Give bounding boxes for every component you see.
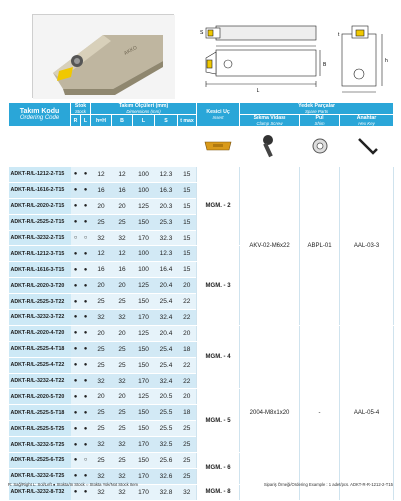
dim-tmax: 20	[178, 278, 197, 294]
dim-B-label: B	[323, 62, 327, 68]
stock-right: ●	[71, 278, 81, 294]
ordering-code: ADKT-R/L-2525-2-T15	[9, 214, 71, 230]
dim-S: 12.3	[155, 246, 178, 262]
dim-L: 125	[133, 278, 155, 294]
ordering-code: ADKT-R/L-3232-4-T22	[9, 373, 71, 389]
col-h: h=H	[91, 115, 112, 127]
stock-right: ●	[71, 405, 81, 421]
dim-h: 25	[91, 294, 112, 310]
stock-left: ●	[81, 214, 91, 230]
dim-B: 12	[112, 167, 133, 183]
dim-S: 25.4	[155, 357, 178, 373]
stock-right: ●	[71, 198, 81, 214]
stock-right: ●	[71, 453, 81, 469]
dim-L: 150	[133, 341, 155, 357]
dim-L: 100	[133, 246, 155, 262]
dim-S: 32.8	[155, 484, 178, 500]
stock-header: Stok Stock	[71, 103, 91, 115]
insert-icon	[197, 127, 240, 167]
dim-tmax: 15	[178, 246, 197, 262]
dim-S: 25.4	[155, 341, 178, 357]
stock-right: ●	[71, 182, 81, 198]
ordering-code: ADKT-R/L-3232-3-T22	[9, 310, 71, 326]
product-table	[8, 102, 393, 501]
dim-S: 32.4	[155, 310, 178, 326]
insert-header: Kesici Uç Insert	[197, 103, 240, 127]
ordering-code: ADKT-R/L-3232-2-T15	[9, 230, 71, 246]
dim-tmax: 22	[178, 357, 197, 373]
stock-right: ○	[71, 230, 81, 246]
dim-h: 20	[91, 198, 112, 214]
key-header: Anahtar Hex Key	[340, 115, 394, 127]
ordering-code: ADKT-R/L-2525-5-T25	[9, 421, 71, 437]
dim-h: 25	[91, 341, 112, 357]
ordering-code: ADKT-R/L-1212-2-T15	[9, 167, 71, 183]
dim-tmax: 15	[178, 167, 197, 183]
dim-tmax: 18	[178, 341, 197, 357]
stock-right: ●	[71, 468, 81, 484]
stock-left: ●	[81, 278, 91, 294]
insert-group: MGM. - 5	[197, 389, 240, 453]
dim-L-label: L	[256, 88, 260, 94]
dim-h: 20	[91, 325, 112, 341]
dims-header: Takım Ölçüleri (mm) Dimensions (mm)	[91, 103, 197, 115]
table-row	[9, 167, 394, 183]
dim-S: 25.4	[155, 294, 178, 310]
stock-right: ●	[71, 294, 81, 310]
legend-text: R: Sağ/Right L: Sol/Left ● Stokta/In Stock ○ Stokta Yok/Not Stock Item	[8, 482, 139, 487]
dim-tmax: 15	[178, 198, 197, 214]
dim-S-label: S	[200, 30, 204, 36]
dim-h: 20	[91, 278, 112, 294]
dim-tmax: 15	[178, 230, 197, 246]
dim-L: 170	[133, 437, 155, 453]
dim-S: 16.3	[155, 182, 178, 198]
dim-S: 32.6	[155, 468, 178, 484]
ordering-code: ADKT-R/L-3232-8-T32	[9, 484, 71, 500]
dim-S: 20.3	[155, 198, 178, 214]
dim-S: 32.3	[155, 230, 178, 246]
stock-left: ●	[81, 373, 91, 389]
dim-h: 32	[91, 484, 112, 500]
col-S: S	[155, 115, 178, 127]
dim-h: 32	[91, 373, 112, 389]
ordering-code: ADKT-R/L-2020-3-T20	[9, 278, 71, 294]
dim-B: 12	[112, 246, 133, 262]
stock-right: ●	[71, 325, 81, 341]
stock-left: ●	[81, 341, 91, 357]
dim-S: 16.4	[155, 262, 178, 278]
stock-right: ●	[71, 484, 81, 500]
code-header: Takım Kodu Ordering Code	[9, 103, 71, 127]
insert-group: MGM. - 2	[197, 167, 240, 246]
dim-B: 32	[112, 230, 133, 246]
clamp-header: Sıkma Vidası Clamp Screw	[240, 115, 300, 127]
stock-left: ●	[81, 262, 91, 278]
dim-tmax: 18	[178, 405, 197, 421]
ordering-code: ADKT-R/L-1616-2-T15	[9, 182, 71, 198]
dim-tmax: 22	[178, 294, 197, 310]
dim-h: 25	[91, 214, 112, 230]
clamp-part: 2004-M8x1x20	[240, 325, 300, 500]
ordering-code: ADKT-R/L-2525-3-T22	[9, 294, 71, 310]
stock-left: ●	[81, 468, 91, 484]
dim-tmax: 15	[178, 262, 197, 278]
hex-key-icon	[340, 127, 394, 167]
dim-B: 25	[112, 453, 133, 469]
dim-t-label: t	[338, 32, 340, 38]
dim-h: 25	[91, 405, 112, 421]
dim-L: 150	[133, 453, 155, 469]
stock-right: ●	[71, 389, 81, 405]
insert-group: MGM. - 4	[197, 325, 240, 389]
dim-L: 125	[133, 198, 155, 214]
dim-L: 170	[133, 468, 155, 484]
dim-tmax: 25	[178, 468, 197, 484]
stock-left: ●	[81, 437, 91, 453]
dim-h: 16	[91, 262, 112, 278]
insert-group: MGM. - 6	[197, 453, 240, 485]
dim-B: 32	[112, 484, 133, 500]
dim-S: 32.4	[155, 373, 178, 389]
stock-left: ●	[81, 294, 91, 310]
dim-B: 32	[112, 310, 133, 326]
product-photo	[32, 14, 174, 98]
col-B: B	[112, 115, 133, 127]
stock-left: ●	[81, 389, 91, 405]
dim-S: 32.5	[155, 437, 178, 453]
dim-B: 16	[112, 262, 133, 278]
stock-left: ●	[81, 484, 91, 500]
ordering-code: ADKT-R/L-2525-4-T18	[9, 341, 71, 357]
dim-B: 20	[112, 198, 133, 214]
ordering-code: ADKT-R/L-1616-3-T15	[9, 262, 71, 278]
dim-B: 25	[112, 341, 133, 357]
dim-h: 25	[91, 453, 112, 469]
stock-left: ●	[81, 167, 91, 183]
dim-L: 150	[133, 405, 155, 421]
dim-S: 20.5	[155, 389, 178, 405]
dim-L: 100	[133, 167, 155, 183]
stock-right: ●	[71, 262, 81, 278]
dim-h: 16	[91, 182, 112, 198]
stock-right: ●	[71, 373, 81, 389]
dim-h: 32	[91, 468, 112, 484]
svg-text:AKKO: AKKO	[123, 44, 139, 57]
dim-S: 20.4	[155, 325, 178, 341]
dim-tmax: 20	[178, 325, 197, 341]
dim-L: 125	[133, 389, 155, 405]
stock-left: ○	[81, 230, 91, 246]
dim-S: 25.3	[155, 214, 178, 230]
dim-tmax: 15	[178, 214, 197, 230]
dim-tmax: 22	[178, 310, 197, 326]
dim-h: 32	[91, 310, 112, 326]
ordering-code: ADKT-R/L-1212-3-T15	[9, 246, 71, 262]
stock-left: ●	[81, 421, 91, 437]
dim-B: 32	[112, 437, 133, 453]
dim-L: 170	[133, 373, 155, 389]
dim-L: 170	[133, 484, 155, 500]
key-part: AAL-05-4	[340, 325, 394, 500]
key-part: AAL-03-3	[340, 167, 394, 326]
col-R: R	[71, 115, 81, 127]
dim-B: 32	[112, 373, 133, 389]
stock-left: ●	[81, 182, 91, 198]
stock-right: ●	[71, 341, 81, 357]
dim-B: 25	[112, 214, 133, 230]
stock-right: ●	[71, 437, 81, 453]
spare-parts-header: Yedek Parçalar Spare Parts	[240, 103, 394, 115]
dim-h: 25	[91, 421, 112, 437]
dim-L: 150	[133, 294, 155, 310]
dim-S: 25.5	[155, 405, 178, 421]
stock-right: ●	[71, 246, 81, 262]
pin-header: Pul Shim	[300, 115, 340, 127]
dim-h: 32	[91, 230, 112, 246]
dim-S: 12.3	[155, 167, 178, 183]
dim-L: 150	[133, 421, 155, 437]
dim-S: 20.4	[155, 278, 178, 294]
dim-L: 100	[133, 182, 155, 198]
stock-right: ●	[71, 214, 81, 230]
ordering-code: ADKT-R/L-2525-4-T22	[9, 357, 71, 373]
dim-S: 25.6	[155, 453, 178, 469]
section-drawing	[334, 24, 392, 101]
stock-right: ●	[71, 357, 81, 373]
dim-B: 20	[112, 325, 133, 341]
pin-part: ABPL-01	[300, 167, 340, 326]
dim-h: 12	[91, 167, 112, 183]
dim-B: 32	[112, 468, 133, 484]
stock-left: ○	[81, 453, 91, 469]
stock-left: ●	[81, 325, 91, 341]
dim-B: 25	[112, 421, 133, 437]
dim-L: 170	[133, 230, 155, 246]
dim-h: 25	[91, 357, 112, 373]
pin-part: -	[300, 325, 340, 500]
dim-S: 25.5	[155, 421, 178, 437]
ordering-code: ADKT-R/L-2020-5-T20	[9, 389, 71, 405]
dim-L: 100	[133, 262, 155, 278]
dim-L: 125	[133, 325, 155, 341]
dim-B: 25	[112, 357, 133, 373]
clamp-screw-icon	[240, 127, 300, 167]
table-row	[9, 325, 394, 341]
stock-right: ●	[71, 310, 81, 326]
dim-B: 20	[112, 278, 133, 294]
dim-tmax: 25	[178, 437, 197, 453]
dim-tmax: 25	[178, 453, 197, 469]
dim-L: 170	[133, 310, 155, 326]
dim-B: 16	[112, 182, 133, 198]
tool-holder-image	[33, 15, 175, 99]
insert-group: MGM. - 3	[197, 246, 240, 325]
dim-L: 150	[133, 214, 155, 230]
stock-right: ●	[71, 421, 81, 437]
dim-h: 12	[91, 246, 112, 262]
dim-tmax: 22	[178, 373, 197, 389]
dim-h: 32	[91, 437, 112, 453]
insert-group: MGM. - 8	[197, 484, 240, 500]
dim-h: 20	[91, 389, 112, 405]
dim-h-label: h	[385, 58, 388, 64]
stock-left: ●	[81, 310, 91, 326]
dim-tmax: 32	[178, 484, 197, 500]
ordering-code: ADKT-R/L-3232-5-T25	[9, 437, 71, 453]
shim-icon	[300, 127, 340, 167]
ordering-code: ADKT-R/L-2020-2-T15	[9, 198, 71, 214]
stock-left: ●	[81, 405, 91, 421]
ordering-example: Sipariş Örneği/Ordering Example : 1 adet/pcs. ADKT-R-R-1212-2-T15	[263, 482, 393, 487]
dim-B: 25	[112, 294, 133, 310]
stock-left: ●	[81, 246, 91, 262]
col-L: L	[81, 115, 91, 127]
col-tmax: t max	[178, 115, 197, 127]
stock-right: ●	[71, 167, 81, 183]
ordering-code: ADKT-R/L-2020-4-T20	[9, 325, 71, 341]
stock-left: ●	[81, 198, 91, 214]
ordering-code: ADKT-R/L-3232-6-T25	[9, 468, 71, 484]
technical-drawing	[196, 24, 326, 101]
dim-B: 25	[112, 405, 133, 421]
ordering-code: ADKT-R/L-2525-5-T18	[9, 405, 71, 421]
dim-tmax: 25	[178, 421, 197, 437]
dim-tmax: 20	[178, 389, 197, 405]
dim-tmax: 15	[178, 182, 197, 198]
col-length: L	[133, 115, 155, 127]
dim-L: 150	[133, 357, 155, 373]
ordering-code: ADKT-R/L-2525-6-T25	[9, 453, 71, 469]
dim-B: 20	[112, 389, 133, 405]
stock-left: ●	[81, 357, 91, 373]
clamp-part: AKV-02-M6x22	[240, 167, 300, 326]
